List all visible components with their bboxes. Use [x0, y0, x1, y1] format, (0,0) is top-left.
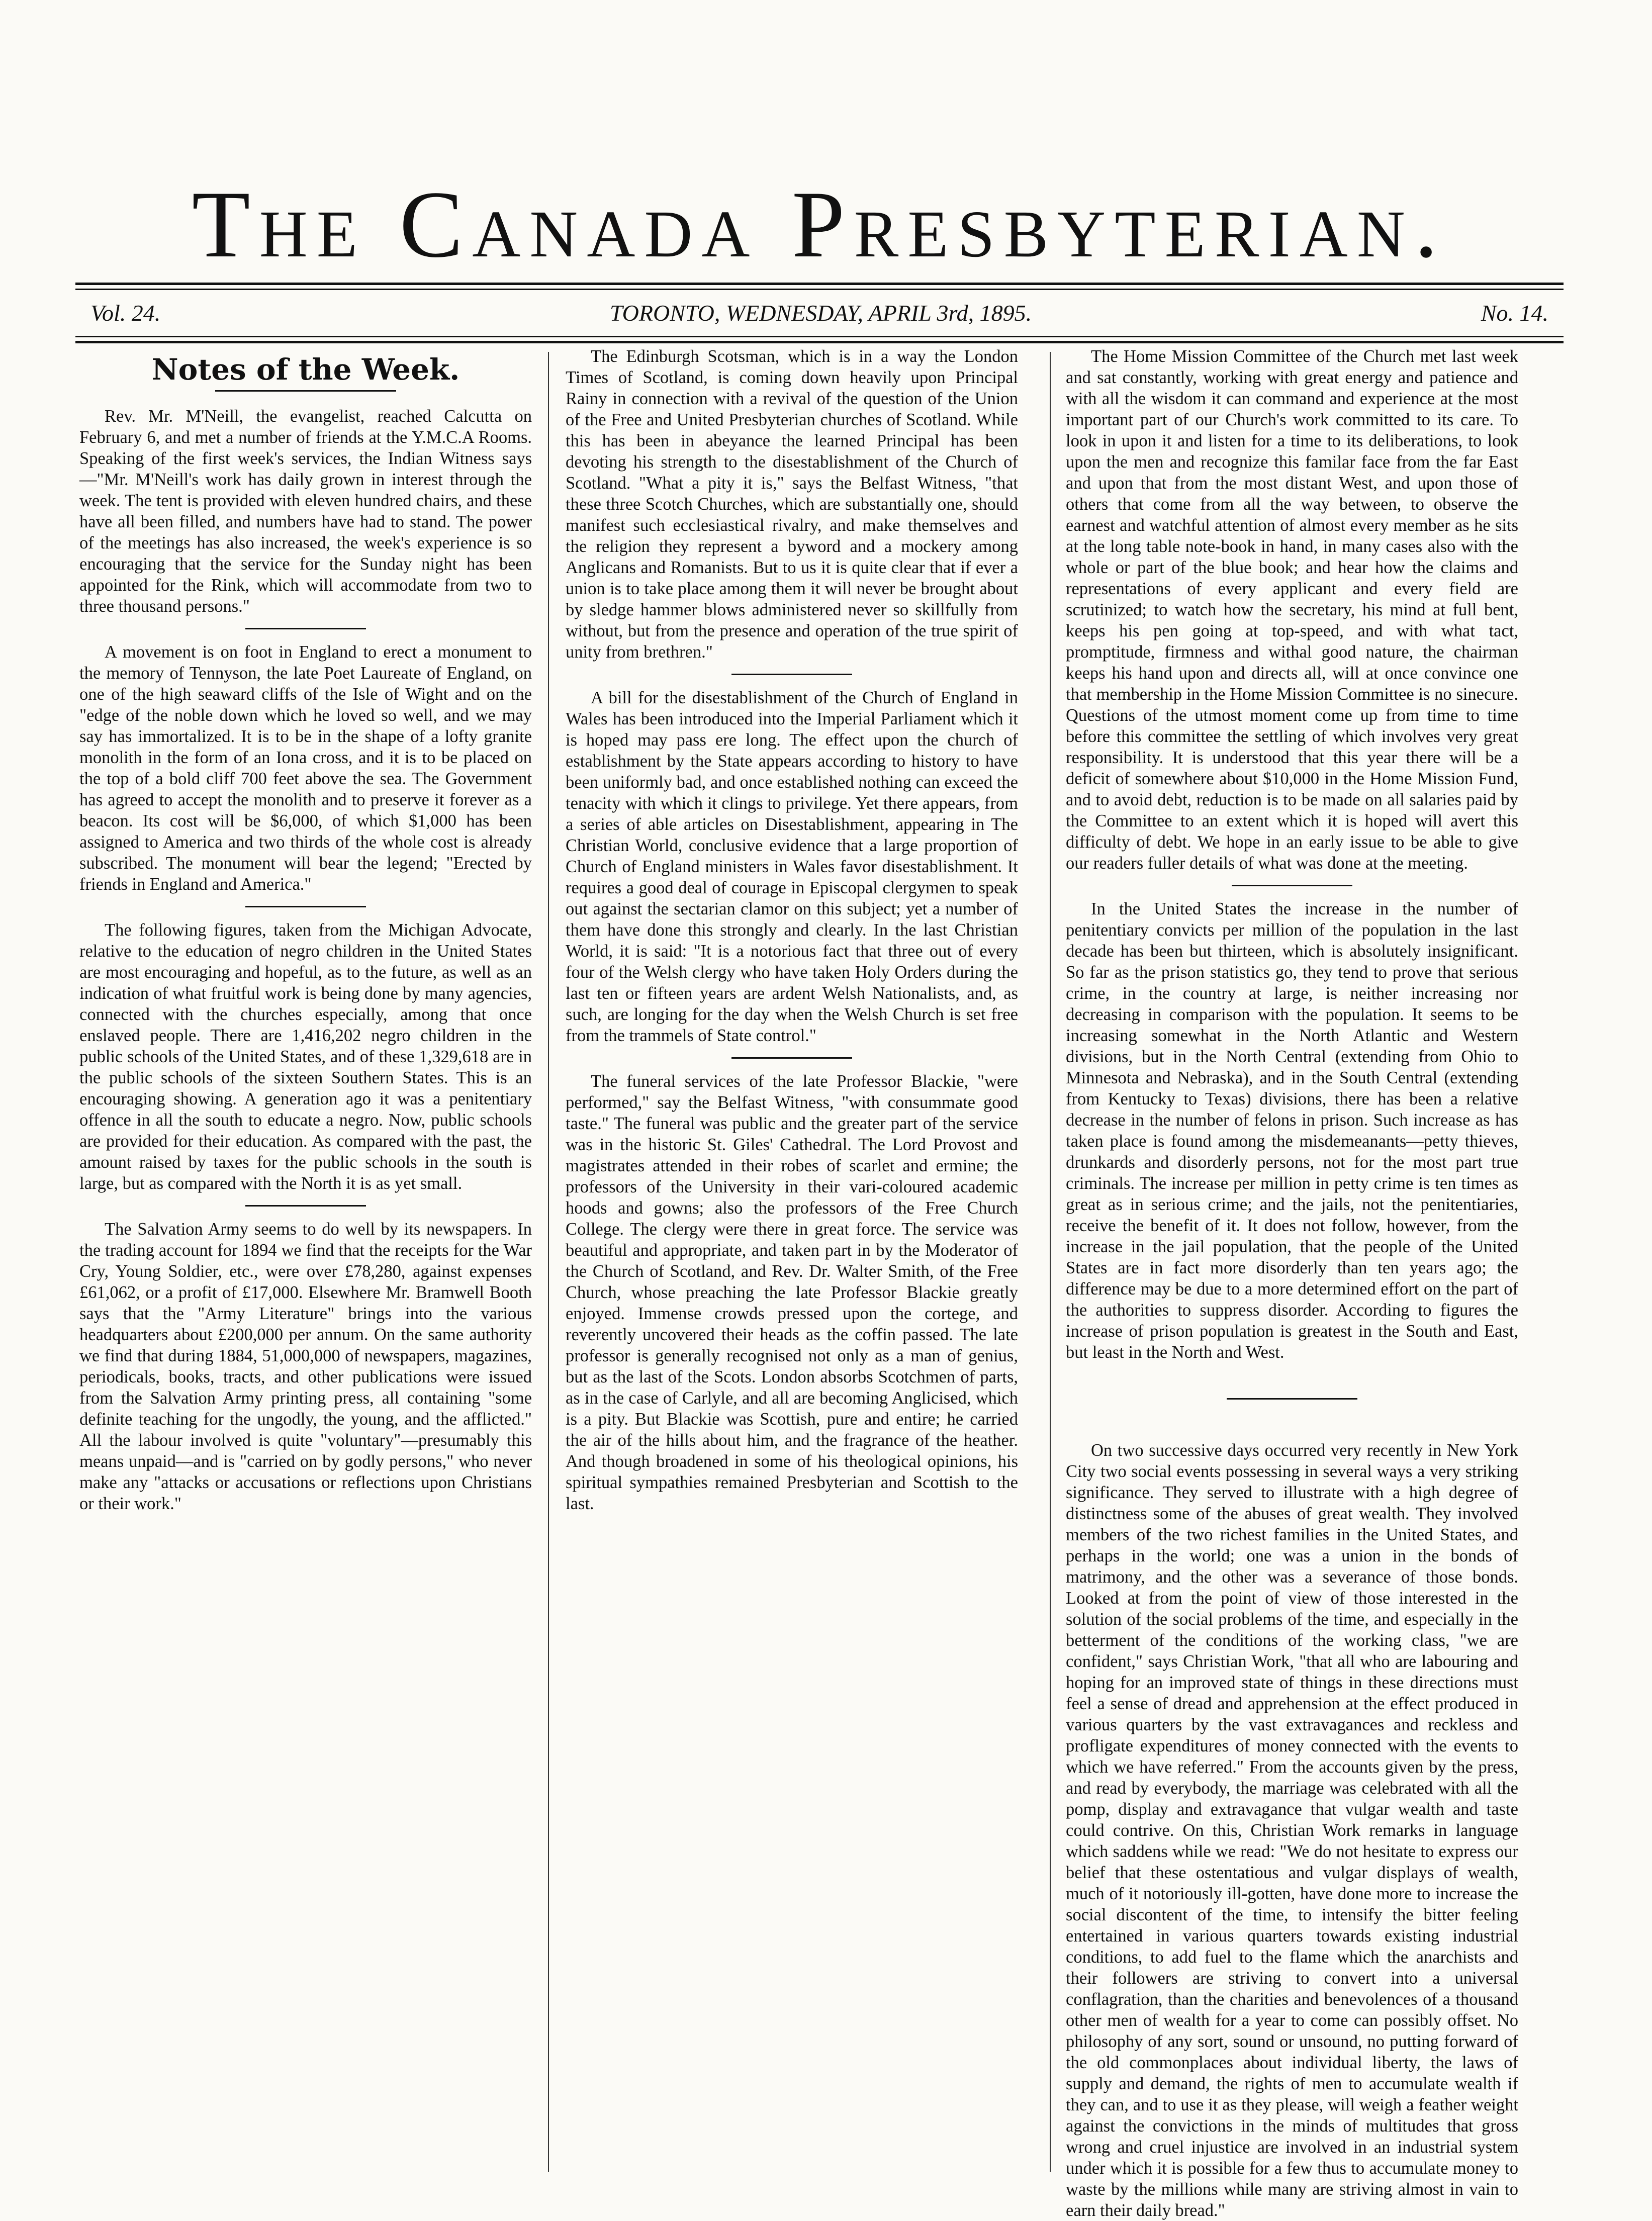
article-wales-disestablishment: A bill for the disestablishment of the Church of England in Wales has been introduced into the Imperial Parliament which it is hoped may pass ere long. The effect upon the church of establishment by the State appears according to history to have been uniformly bad, and once established nothing can exceed the tenacity with which it clings to privilege. Yet there appears, from a series of able articles on Disestablishment, appearing in The Christian World, conclusive evidence that a large proportion of Church of England ministers in Wales favor disestablishment. It requires a good deal of courage in Episcopal clergymen to speak out against the sectarian clamor on this subject; yet a number of them have done this strongly and clearly. In the last Christian World, it is said: "It is a notorious fact that three out of every four of the Welsh clergy who have taken Holy Orders during the last ten or fifteen years are ardent Welsh Nationalists, and, as such, are longing for the day when the Welsh Church is set free from the trammels of State control."	[566, 688, 1018, 1045]
article-separator	[1232, 885, 1352, 886]
volume-number: Vol. 24.	[90, 300, 161, 326]
dateline	[90, 300, 1548, 326]
dateline-rule-bottom	[75, 336, 1564, 337]
column-divider-1	[548, 352, 549, 2172]
article-separator	[245, 628, 366, 629]
article-negro-education: The following figures, taken from the Michigan Advocate, relative to the education of negro children in the United States are most encouraging and hopeful, as to the future, as well as an indication of what fruitful work is being done by many agencies, connected with the churches especially, among that once enslaved people. There are 1,416,202 negro children in the public schools of the United States, and of these 1,329,618 are in the public schools of the sixteen Southern States. This is an encouraging showing. A generation ago it was a penitentiary offence in all the south to educate a negro. Now, public schools are provided for their education. As compared with the past, the amount raised by taxes for the public schools in the south is large, but as compared with the North it is as yet small.	[79, 920, 532, 1193]
masthead-rule-top	[75, 283, 1564, 285]
article-home-mission: The Home Mission Committee of the Church met last week and sat constantly, working with great energy and patience and with all the wisdom it can command and experience at the most important part of our Church's work committed to its care. To look in upon it and listen for a time to its deliberations, to look upon the men and recognize this familar face from the far East and upon that from the most distant West, and upon those of others that come from all the way between, to observe the earnest and watchful attention of almost every member as he sits at the long table note-book in hand, in many cases also with the whole or part of the blue book; and hear how the claims and representations of every applicant and every field are scrutinized; to watch how the secretary, his mind at full bent, keeps his pen going at top-speed, and with what tact, promptitude, firmness and withal good nature, the chairman keeps his hand upon and directs all, will at once convince one that membership in the Home Mission Committee is no sinecure. Questions of the utmost moment come up from time to time before this committee the settling of which involves very great responsibility. It is understood that this year there will be a deficit of somewhere about $10,000 in the Home Mission Fund, and to avoid debt, reduction is to be made on all salaries paid by the Committee to an extent which it is hoped will avert this difficulty of debt. We hope in an early issue to be able to give our readers fuller details of what was done at the meeting.	[1066, 347, 1518, 873]
column-2	[566, 346, 1018, 1514]
column-divider-2	[1050, 352, 1051, 2172]
article-separator	[731, 1057, 852, 1059]
article-separator	[731, 674, 852, 675]
article-scotsman-union: The Edinburgh Scotsman, which is in a way the London Times of Scotland, is coming down heavily upon Principal Rainy in connection with a revival of the question of the Union of the Free and United Presbyterian churches of Scotland. While this has been in abeyance the learned Principal has been devoting his strength to the disestablishment of the Church of Scotland. "What a pity it is," says the Belfast Witness, "that these three Scotch Churches, which are substantially one, should manifest such ecclesiastical rivalry, and make themselves and the religion they represent a byword and a mockery among Anglicans and Romanists. But to us it is quite clear that if ever a union is to take place among them it will never be brought about by sledge hammer blows administered never so skillfully from without, but from the presence and operation of the true spirit of unity from brethren."	[566, 347, 1018, 662]
heading-rule	[215, 390, 396, 392]
article-separator	[245, 1205, 366, 1207]
dateline-rule-bottom-outer	[75, 341, 1564, 343]
masthead-rule-top-inner	[75, 289, 1564, 290]
article-social-events: On two successive days occurred very recently in New York City two social events possessing in several ways a very striking significance. They served to illustrate with a high degree of distinctness some of the abuses of great wealth. They involved members of the two richest families in the United States, and perhaps in the world; one was a union in the bonds of matrimony, and the other was a severance of those bonds. Looked at from the point of view of those interested in the solution of the social problems of the time, and especially in the betterment of the conditions of the working class, "we are confident," says Christian Work, "that all who are labouring and hoping for an improved state of things in these directions must feel a sense of dread and apprehension at the effect produced in various quarters by the vast extravagances and reckless and profligate expenditures of money connected with the events to which we have referred." From the accounts given by the press, and read by everybody, the marriage was celebrated with all the pomp, display and extravagance that vulgar wealth and taste could contrive. On this, Christian Work remarks in language which saddens while we read: "We do not hesitate to express our belief that these ostentatious and vulgar displays of wealth, much of it notoriously ill-gotten, have done more to increase the social discontent of the time, to intensify the bitter feeling entertained in various quarters towards existing industrial conditions, to add fuel to the flame which the anarchists and their followers are striving to convert into a universal conflagration, than the charities and benevolences of a thousand other men of wealth for a year to come can possibly offset. No philosophy of any sort, sound or unsound, no putting forward of the old commonplaces about individual liberty, the laws of supply and demand, the rights of men to accumulate wealth if they can, and to use it as they please, will weigh a feather weight against the convictions in the minds of multitudes that gross wrong and cruel injustice are involved in an industrial system under which it is possible for a few thus to accumulate money to waste by the millions while many are striving almost in vain to earn their daily bread."	[1066, 1441, 1518, 2220]
issue-date: TORONTO, WEDNESDAY, APRIL 3rd, 1895.	[609, 300, 1032, 326]
article-mneill: Rev. Mr. M'Neill, the evangelist, reached Calcutta on February 6, and met a number of friends at the Y.M.C.A Rooms. Speaking of the first week's services, the Indian Witness says—"Mr. M'Neill's work has daily grown in interest through the week. The tent is provided with eleven hundred chairs, and these have all been filled, and numbers have had to stand. The power of the meetings has also increased, the week's experience is so encouraging that the service for the Sunday night has been appointed for the Rink, which will accommodate from two to three thousand persons."	[79, 407, 532, 616]
article-separator	[1227, 1398, 1357, 1400]
article-salvation-army: The Salvation Army seems to do well by its newspapers. In the trading account for 1894 we find that the receipts for the War Cry, Young Soldier, etc., were over £78,280, against expenses £61,062, or a profit of £17,000. Elsewhere Mr. Bramwell Booth says that the "Army Literature" brings into the various headquarters about £200,000 per annum. On the same authority we find that during 1884, 51,000,000 of newspapers, magazines, periodicals, books, tracts, and other publications were issued from the Salvation Army printing press, all containing "some definite teaching for the ungodly, the young, and the afflicted." All the labour involved is quite "voluntary"—presumably this means unpaid—and is "carried on by godly persons," who never make any "attacks or accusations or reflections upon Christians or their work."	[79, 1220, 532, 1513]
masthead-title: The Canada Presbyterian.	[192, 172, 1447, 277]
article-separator	[245, 906, 366, 907]
article-tennyson-monument: A movement is on foot in England to erect a monument to the memory of Tennyson, the late Poet Laureate of England, on one of the high seaward cliffs of the Isle of Wight and on the "edge of the noble down which he loved so well, and we may say has immortalized. It is to be in the shape of a lofty granite monolith in the form of an Iona cross, and it is to be placed on the top of a bold cliff 700 feet above the sea. The Government has agreed to accept the monolith and to preserve it forever as a beacon. Its cost will be $6,000, of which $1,000 has been assigned to America and two thirds of the whole cost is already subscribed. The monument will bear the legend; "Erected by friends in England and America."	[79, 642, 532, 894]
section-heading: Notes of the Week.	[151, 352, 460, 387]
article-blackie-funeral: The funeral services of the late Professor Blackie, "were performed," say the Belfast Witness, "with consummate good taste." The funeral was public and the greater part of the service was in the historic St. Giles' Cathedral. The Lord Provost and magistrates attended in their robes of scarlet and ermine; the professors of the University in their vari-coloured academic hoods and gowns; also the professors of the Free Church College. The clergy were there in great force. The service was beautiful and appropriate, and taken part in by the Moderator of the Church of Scotland, and Rev. Dr. Walter Smith, of the Free Church, whose preaching the late Professor Blackie greatly enjoyed. Immense crowds pressed upon the cortege, and reverently uncovered their heads as the coffin passed. The late professor is generally recognised not only as a man of genius, but as the last of the Scots. London absorbs Scotchmen of parts, as in the case of Carlyle, and all are becoming Anglicised, which is a pity. But Blackie was Scottish, pure and entire; he carried the air of the hills about him, and the fragrance of the heather. And though broadened in some of his theological opinions, his spiritual sympathies remained Presbyterian and Scottish to the last.	[566, 1072, 1018, 1513]
article-penitentiary-statistics: In the United States the increase in the number of penitentiary convicts per million of the population in the last decade has been but thirteen, which is absolutely insignificant. So far as the prison statistics go, they tend to prove that serious crime, in the country at large, is neither increasing nor decreasing in comparison with the population. It seems to be increasing somewhat in the North Atlantic and Western divisions, but in the North Central (extending from Ohio to Minnesota and Nebraska), and in the South Central (extending from Kentucky to Texas) divisions, there has been a relative decrease in the number of felons in prison. Such increase as has taken place is found among the misdemeanants—petty thieves, drunkards and disorderly persons, not for the most part true criminals. The increase per million in petty crime is ten times as great as in serious crime; and the jails, not the penitentiaries, receive the benefit of it. It does not follow, however, from the increase in the jail population, that the people of the United States are in fact more disorderly than ten years ago; the difference may be due to a more determined effort on the part of the authorities to suppress disorder. According to figures the increase of prison population is greatest in the South and East, but least in the North and West.	[1066, 899, 1518, 1362]
issue-number: No. 14.	[1481, 300, 1548, 326]
column-1	[79, 352, 532, 1514]
column-3	[1066, 346, 1518, 2221]
